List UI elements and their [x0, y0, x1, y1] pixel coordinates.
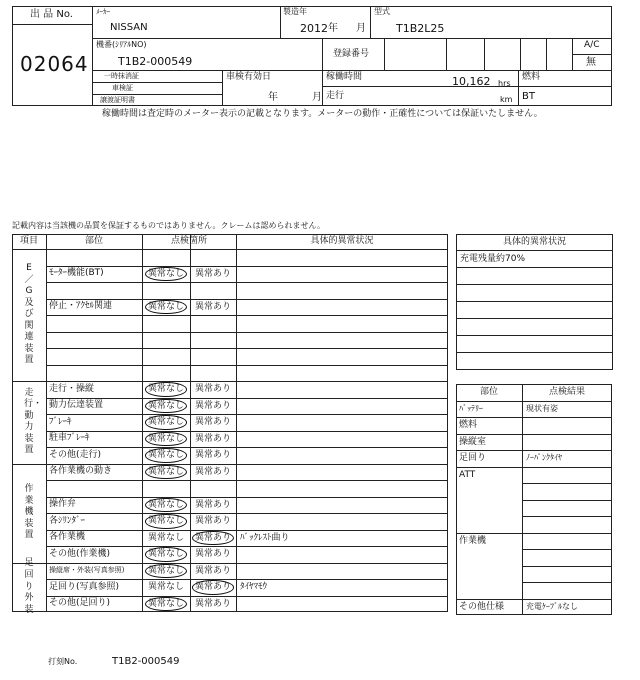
header-check: 点検箇所: [170, 236, 207, 246]
year-unit: 年: [328, 23, 338, 34]
selected-circle: [192, 580, 234, 595]
ok-label: 異常なし: [147, 499, 184, 510]
right-detail-line: [457, 336, 613, 353]
part-label: 走行・操縦: [49, 383, 95, 394]
right-detail-table: [456, 234, 613, 370]
header-part: 部位: [84, 236, 103, 246]
maker-label: ﾒｰｶｰ: [96, 8, 110, 16]
results-sub-divider: [522, 516, 612, 517]
results-value: ﾉｰﾊﾟﾝｸﾀｲﾔ: [526, 453, 562, 462]
selected-circle: [145, 465, 187, 480]
section-divider: [12, 464, 448, 465]
shuppin-no: 02064: [20, 52, 89, 76]
section-title-text: E／G及び関連装置: [24, 263, 34, 366]
results-value: 充電ｹｰﾌﾞﾙなし: [526, 601, 578, 611]
results-group-label: 作業機: [459, 535, 487, 546]
ac-label: A/C: [584, 40, 600, 50]
ok-label: 異常なし: [147, 417, 184, 427]
selected-circle: [145, 498, 187, 513]
ok-label: 異常なし: [147, 582, 184, 592]
row-divider: [46, 365, 448, 366]
results-sub-divider: [522, 549, 612, 550]
ng-label: 異常あり: [194, 532, 231, 543]
ng-label: 異常あり: [194, 384, 231, 394]
ok-label: 異常なし: [147, 466, 184, 477]
expiry-month-unit: 月: [312, 92, 322, 103]
ok-label: 異常なし: [147, 598, 184, 609]
section-title-text: 足回り外装: [24, 558, 34, 615]
selected-circle: [192, 531, 234, 546]
ok-label: 異常なし: [147, 268, 184, 279]
row-divider: [46, 332, 448, 333]
part-label: その他(走行): [49, 449, 102, 460]
ok-label: 異常なし: [147, 565, 184, 576]
section-title-text: 作業機装置: [24, 484, 34, 541]
results-header-part: 部位: [479, 387, 498, 397]
results-part: 足回り: [459, 453, 487, 463]
ok-label: 異常なし: [147, 301, 184, 312]
table-col-divider: [236, 234, 237, 612]
selected-circle: [145, 448, 187, 463]
expiry-year-unit: 年: [268, 92, 278, 103]
stamp-value: T1B2-000549: [112, 656, 180, 667]
km-unit: km: [500, 95, 513, 104]
part-label: 各ｼﾘﾝﾀﾞｰ: [49, 515, 86, 526]
distance-label: 走行: [326, 91, 345, 101]
results-part: 操縦室: [459, 436, 487, 447]
results-row-divider: [456, 450, 612, 451]
results-row-divider: [456, 467, 612, 468]
selected-circle: [145, 597, 187, 612]
serial-value: T1B2-000549: [118, 55, 193, 68]
ok-label: 異常なし: [147, 400, 184, 411]
row-divider: [46, 431, 448, 432]
fuel-label: 燃料: [522, 72, 541, 82]
table-header-divider: [12, 249, 448, 250]
ac-value: 無: [586, 57, 596, 68]
hours-label: 稼働時間: [326, 72, 363, 82]
year-value: 2012: [300, 22, 328, 35]
section-title-text: 走行・動力装置: [24, 387, 43, 456]
results-row-divider: [456, 533, 612, 534]
detail-text: ﾊﾞｯｸﾚｽﾄ曲り: [240, 532, 290, 543]
results-part: その他仕様: [459, 601, 505, 612]
right-detail-line: [457, 268, 613, 285]
results-part: ﾊﾞｯﾃﾘｰ: [459, 403, 483, 413]
ng-label: 異常あり: [194, 466, 231, 477]
ng-label: 異常あり: [194, 598, 231, 609]
results-sub-divider: [522, 500, 612, 501]
part-label: 操作弁: [49, 499, 77, 510]
ng-label: 異常あり: [194, 417, 231, 427]
header-detail: 具体的異常状況: [310, 236, 374, 246]
part-label: その他(足回り): [49, 598, 111, 609]
ok-label: 異常なし: [147, 433, 184, 444]
selected-circle: [145, 415, 187, 430]
right-detail-line: [457, 285, 613, 302]
hours-note: 稼働時間は査定時のメーター表示の記載となります。メーターの動作・正確性については保証いたしません。: [102, 109, 543, 119]
ok-label: 異常なし: [147, 549, 184, 559]
part-label: 駐車ﾌﾞﾚｰｷ: [49, 433, 90, 444]
selected-circle: [145, 547, 187, 562]
ng-label: 異常あり: [194, 268, 231, 279]
ok-label: 異常なし: [147, 532, 184, 543]
selected-circle: [145, 399, 187, 414]
header-item: 項目: [19, 236, 38, 246]
inspection-expiry-label: 車検有効日: [226, 72, 272, 82]
inspection-cert-label: 車検証: [112, 84, 133, 92]
ok-label: 異常なし: [147, 450, 184, 460]
row-divider: [46, 497, 448, 498]
ok-label: 異常なし: [147, 384, 184, 394]
month-unit: 月: [356, 23, 366, 34]
results-row-divider: [456, 417, 612, 418]
ng-label: 異常あり: [194, 450, 231, 460]
ng-label: 異常あり: [194, 433, 231, 444]
row-divider: [46, 596, 448, 597]
results-sub-divider: [522, 483, 612, 484]
part-label: 各作業機の動き: [49, 466, 113, 477]
section-title: [23, 464, 35, 563]
row-divider: [46, 447, 448, 448]
right-detail-line: [457, 302, 613, 319]
results-row-divider: [456, 599, 612, 600]
shuppin-no-label: 出 品 No.: [30, 9, 73, 20]
year-label: 製造年: [283, 7, 307, 16]
ng-label: 異常あり: [194, 301, 231, 312]
row-divider: [46, 348, 448, 349]
section-title: [23, 249, 35, 381]
table-col-divider: [46, 234, 47, 612]
right-detail-line: 充電残量約70%: [457, 251, 613, 268]
ng-label: 異常あり: [194, 549, 231, 559]
right-detail-line: [457, 319, 613, 336]
row-divider: [46, 299, 448, 300]
section-divider: [12, 563, 448, 564]
ng-label: 異常あり: [194, 499, 231, 510]
results-sub-divider: [522, 582, 612, 583]
part-label: 操縦席・外装(写真参照): [49, 566, 125, 575]
section-divider: [12, 381, 448, 382]
ok-label: 異常なし: [147, 516, 184, 526]
right-detail-header: 具体的異常状況: [457, 235, 613, 251]
ng-label: 異常あり: [194, 582, 231, 592]
ng-label: 異常あり: [194, 400, 231, 411]
results-group-label: ATT: [459, 469, 476, 480]
results-header-result: 点検結果: [548, 387, 585, 397]
results-row-divider: [456, 434, 612, 435]
row-divider: [46, 546, 448, 547]
ng-label: 異常あり: [194, 565, 231, 576]
detail-text: ﾀｲﾔﾏﾓｳ: [240, 582, 268, 592]
temp-cert-label: 一時抹消証: [104, 72, 139, 80]
results-sub-divider: [522, 566, 612, 567]
ng-label: 異常あり: [194, 516, 231, 526]
part-label: 動力伝達装置: [49, 400, 104, 411]
row-divider: [46, 398, 448, 399]
row-divider: [46, 315, 448, 316]
model-label: 型式: [374, 7, 390, 16]
selected-circle: [145, 432, 187, 447]
section-title: [23, 381, 43, 464]
results-value: 現状有姿: [526, 403, 558, 413]
hours-unit: hrs: [498, 79, 511, 88]
part-label: ﾓｰﾀｰ機能(BT): [49, 268, 104, 279]
fuel-value: BT: [522, 91, 535, 102]
row-divider: [46, 414, 448, 415]
row-divider: [46, 266, 448, 267]
part-label: 足回り(写真参照): [49, 581, 120, 592]
results-row-divider: [456, 401, 612, 402]
selected-circle: [145, 564, 187, 579]
row-divider: [46, 579, 448, 580]
model-value: T1B2L25: [396, 22, 445, 35]
section-title: [23, 558, 35, 615]
selected-circle: [145, 514, 187, 529]
disclaimer: 記載内容は当該機の品質を保証するものではありません。クレームは認められません。: [12, 221, 325, 230]
row-divider: [46, 282, 448, 283]
transfer-cert-label: 譲渡証明書: [100, 96, 135, 104]
selected-circle: [145, 382, 187, 397]
selected-circle: [145, 267, 187, 282]
maker-value: NISSAN: [110, 22, 148, 33]
selected-circle: [145, 300, 187, 315]
registration-label: 登録番号: [333, 49, 370, 59]
right-detail-line: [457, 353, 613, 370]
part-label: その他(作業機): [49, 548, 111, 559]
part-label: ﾌﾞﾚｰｷ: [49, 416, 72, 427]
row-divider: [46, 513, 448, 514]
results-part: 燃料: [459, 420, 478, 430]
row-divider: [46, 480, 448, 481]
serial-label: 機番(ｼﾘｱﾙNO): [96, 40, 147, 49]
row-divider: [46, 530, 448, 531]
stamp-label: 打刻No.: [48, 657, 78, 666]
hours-value: 10,162: [452, 75, 491, 88]
part-label: 停止・ｱｸｾﾙ関連: [49, 301, 113, 312]
part-label: 各作業機: [49, 532, 86, 543]
